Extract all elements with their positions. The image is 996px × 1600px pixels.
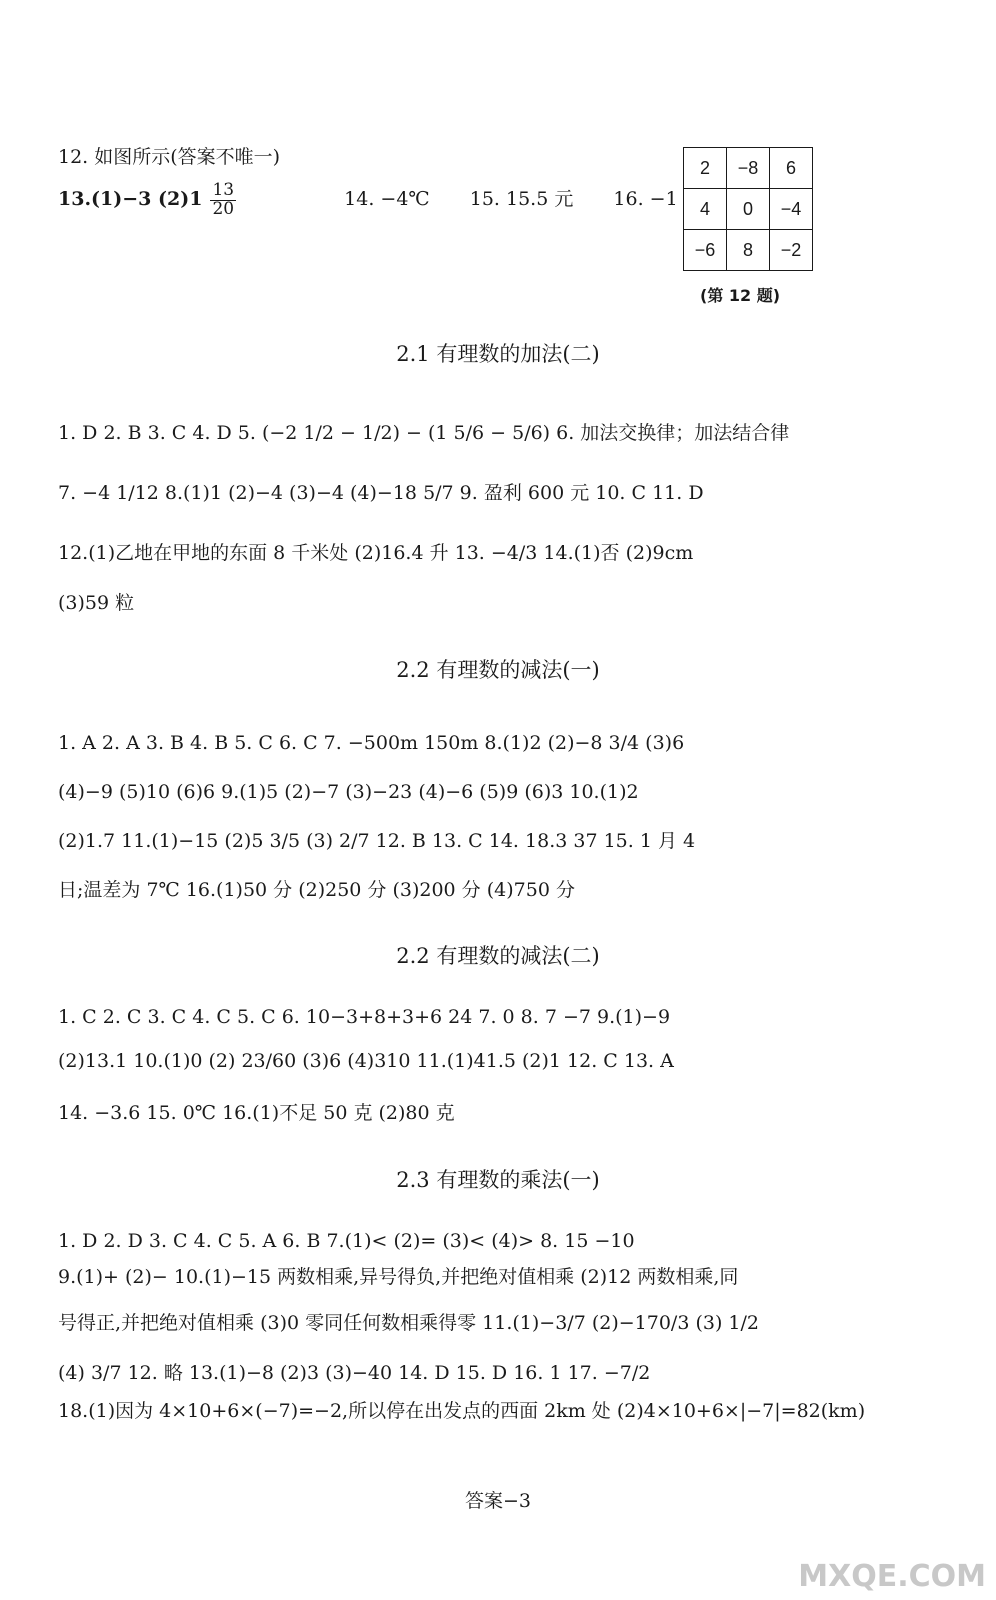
grid-cell: −8: [727, 148, 770, 189]
section-heading: 2.2 有理数的减法(一): [396, 658, 600, 682]
watermark-logo: MXQE.COM: [798, 1559, 986, 1594]
q15-answer: 15. 15.5 元: [469, 188, 574, 211]
answer-line: 日;温差为 7℃ 16.(1)50 分 (2)250 分 (3)200 分 (4)750 分: [58, 879, 575, 901]
section-heading: 2.3 有理数的乘法(一): [396, 1168, 600, 1192]
q16-answer: 16. −1: [613, 188, 678, 211]
page-footer: 答案−3: [464, 1490, 531, 1512]
grid-cell: 6: [770, 148, 813, 189]
section-heading: 2.2 有理数的减法(二): [396, 944, 600, 968]
grid-caption: (第 12 题): [700, 286, 781, 305]
answer-line: (3)59 粒: [58, 592, 135, 614]
answer-line: 1. C 2. C 3. C 4. C 5. C 6. 10−3+8+3+6 24 7. 0 8. 7 −7 9.(1)−9: [58, 1006, 671, 1028]
grid-cell: 4: [684, 189, 727, 230]
grid-cell: −4: [770, 189, 813, 230]
answer-line: 14. −3.6 15. 0℃ 16.(1)不足 50 克 (2)80 克: [58, 1102, 455, 1124]
answer-line: 7. −4 1/12 8.(1)1 (2)−4 (3)−4 (4)−18 5/7 9. 盈利 600 元 10. C 11. D: [58, 482, 704, 504]
answer-line: (2)13.1 10.(1)0 (2) 23/60 (3)6 (4)310 11.(1)41.5 (2)1 12. C 13. A: [58, 1050, 674, 1072]
grid-cell: 8: [727, 230, 770, 271]
grid-cell: −6: [684, 230, 727, 271]
answer-line: 12.(1)乙地在甲地的东面 8 千米处 (2)16.4 升 13. −4/3 14.(1)否 (2)9cm: [58, 542, 694, 564]
answer-line: 1. D 2. B 3. C 4. D 5. (−2 1/2 − 1/2) − (1 5/6 − 5/6) 6. 加法交换律；加法结合律: [58, 422, 790, 444]
grid-cell: −2: [770, 230, 813, 271]
answer-line: 18.(1)因为 4×10+6×(−7)=−2,所以停在出发点的西面 2km 处 (2)4×10+6×|−7|=82(km): [58, 1400, 866, 1422]
grid-cell: 2: [684, 148, 727, 189]
section-heading: 2.1 有理数的加法(二): [396, 342, 600, 366]
q13-16-row: [58, 182, 956, 219]
q13-fraction: $\frac{13}{20}$: [212, 180, 235, 219]
q12-text: 12. 如图所示(答案不唯一): [58, 146, 281, 168]
answer-line: 9.(1)+ (2)− 10.(1)−15 两数相乘,异号得负,并把绝对值相乘 (2)12 两数相乘,同: [58, 1266, 739, 1288]
q14-answer: 14. −4℃: [344, 188, 430, 211]
q13-answer: 13.(1)−3 (2)1 $\frac{13}{20}$: [58, 188, 310, 210]
grid-cell: 0: [727, 189, 770, 230]
answer-line: (2)1.7 11.(1)−15 (2)5 3/5 (3) 2/7 12. B 13. C 14. 18.3 37 15. 1 月 4: [58, 830, 696, 852]
answer-line: 号得正,并把绝对值相乘 (3)0 零同任何数相乘得零 11.(1)−3/7 (2)−170/3 (3) 1/2: [58, 1312, 759, 1334]
magic-square-grid: [683, 147, 813, 271]
answer-line: (4) 3/7 12. 略 13.(1)−8 (2)3 (3)−40 14. D 15. D 16. 1 17. −7/2: [58, 1362, 651, 1384]
answer-line: 1. D 2. D 3. C 4. C 5. A 6. B 7.(1)< (2)= (3)< (4)> 8. 15 −10: [58, 1230, 635, 1252]
answer-line: 1. A 2. A 3. B 4. B 5. C 6. C 7. −500m 150m 8.(1)2 (2)−8 3/4 (3)6: [58, 732, 685, 754]
answer-line: (4)−9 (5)10 (6)6 9.(1)5 (2)−7 (3)−23 (4)−6 (5)9 (6)3 10.(1)2: [58, 781, 639, 803]
